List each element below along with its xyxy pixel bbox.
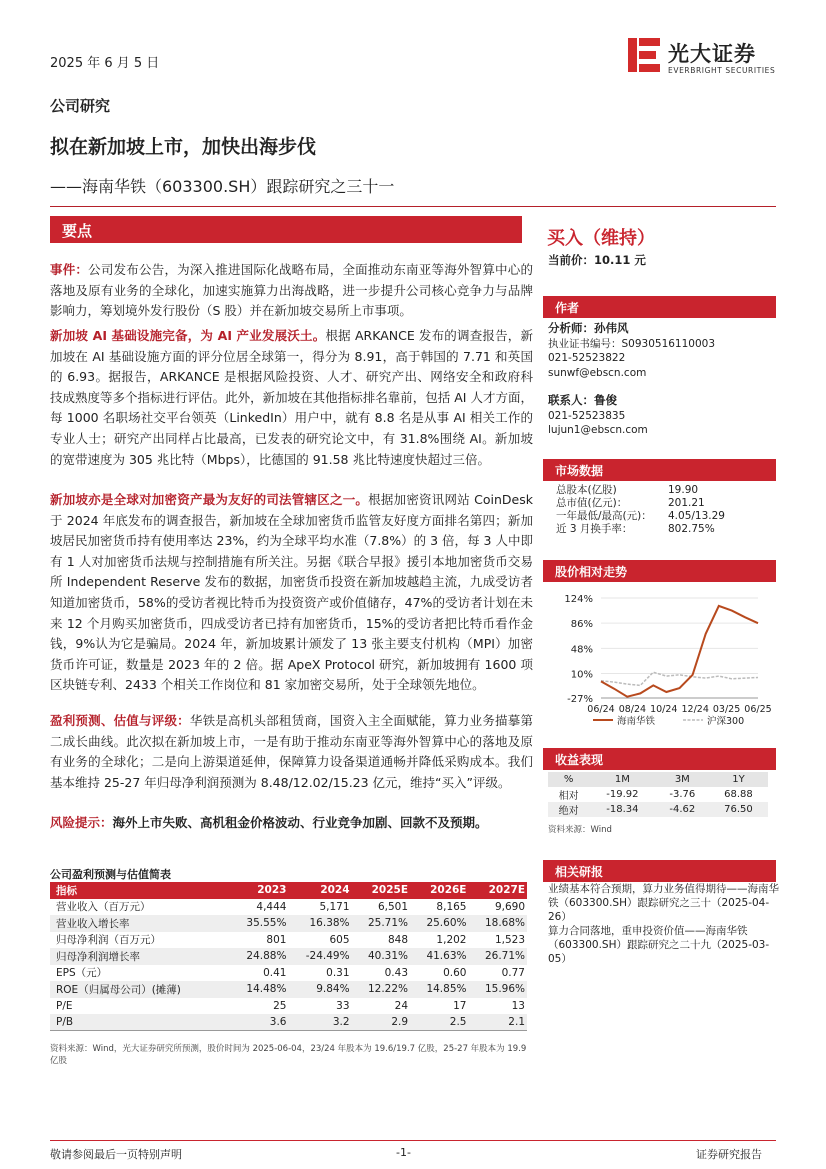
report-category: 公司研究: [50, 97, 111, 115]
y-tick-label: 48%: [570, 644, 593, 656]
market-data-table: [556, 484, 725, 536]
rating-label: 买入（维持）: [547, 228, 655, 249]
y-tick-label: 10%: [570, 669, 593, 681]
table-header-row: % 1M 3M 1Y: [548, 772, 768, 787]
legend-label-a: 海南华铁: [617, 716, 656, 727]
current-price: 当前价：10.11 元: [548, 253, 646, 267]
footer-label: 证券研究报告: [696, 1148, 762, 1161]
page-number: -1-: [396, 1146, 411, 1159]
everbright-logo-icon: [628, 38, 660, 72]
paragraph-text: 根据加密资讯网站 CoinDesk 于 2024 年底发布的调查报告，新加坡在全球加密货币监管友好度方面排名第四；新加坡居民加密货币持有使用率达 23%，约为全球平均水准（7.8%）的 3 倍，每 3 人中即有 1 人对加密货币法规与控制措施有所关注。另据《联合早报》援引本地加密货币交易所 Independent Reserve 发布的数据，加密货币投资在新加坡越趋主流，九成受访者知道加密货币，58%的受访者视比特币为投资资产或价值储存，47%的受访者计划在未来 12 个月购买加密货币，四成受访者已持有加密货币，15%的受访者把比特币看作金钱，9%认为它是骗局。2024 年，新加坡累计颁发了 13 张主要支付机构（MPI）加密货币许可证，数量是 2023 年的 2 倍。据 ApeX Protocol 研究，新加坡拥有 1600 项区块链专利、2433 个相关工作岗位和 81 家加密交易所，处于全球领先地位。: [50, 492, 533, 693]
paragraph-crypto: [50, 490, 533, 696]
report-date: 2025 年 6 月 5 日: [50, 56, 160, 71]
contact-email[interactable]: lujun1@ebscn.com: [548, 424, 648, 436]
table-row: 一年最低/最高(元)： 4.05/13.29: [556, 510, 725, 522]
related-report-item[interactable]: 算力合同落地，重申投资价值——海南华铁（603300.SH）跟踪研究之二十九（2025-03-05）: [548, 925, 770, 965]
table-row: 总市值(亿元)： 201.21: [556, 497, 705, 509]
x-tick-label: 12/24: [681, 704, 709, 715]
forecast-note: 资料来源：Wind，光大证券研究所预测，股价时间为 2025-06-04，23/24 年股本为 19.6/19.7 亿股，25-27 年股本为 19.9 亿股: [50, 1044, 527, 1066]
report-title: 拟在新加坡上市，加快出海步伐: [50, 136, 317, 158]
paragraph-ai-infra: [50, 326, 533, 470]
y-tick-label: 124%: [564, 594, 593, 605]
paragraph-lead: 风险提示：: [50, 815, 113, 830]
table-row: 总股本(亿股) 19.90: [556, 484, 699, 496]
x-tick-label: 03/25: [712, 704, 741, 715]
table-row: 近 3 月换手率： 802.75%: [556, 523, 715, 535]
table-row: 营业收入（百万元） 4,444 5,171 6,501 8,165 9,690: [56, 900, 525, 914]
series-line-hs300: [601, 672, 758, 685]
y-tick-label: 86%: [570, 619, 593, 631]
x-tick-label: 06/24: [587, 704, 615, 715]
company-logo: [628, 36, 778, 80]
x-tick-label: 10/24: [650, 704, 678, 715]
forecast-table: [50, 882, 527, 1031]
footer-disclaimer[interactable]: 敬请参阅最后一页特别声明: [50, 1148, 182, 1161]
price-chart-svg: [543, 590, 776, 730]
analyst-email[interactable]: sunwf@ebscn.com: [548, 366, 647, 379]
table-row: 归母净利润增长率 24.88% -24.49% 40.31% 41.63% 26.71%: [50, 948, 527, 965]
paragraph-event: [50, 260, 533, 322]
related-reports-list: [548, 882, 780, 966]
returns-source: 资料来源：Wind: [548, 825, 612, 835]
author-header: 作者: [543, 296, 776, 318]
analyst-license: 执业证书编号：S0930516110003: [548, 337, 716, 350]
table-row: 归母净利润（百万元） 801 605 848 1,202 1,523: [56, 933, 525, 947]
author-block: [548, 321, 715, 438]
table-row: 相对 -19.92 -3.76 68.88: [558, 789, 753, 802]
related-report-item[interactable]: 业绩基本符合预期，算力业务值得期待——海南华铁（603300.SH）跟踪研究之三十（2025-04-26）: [548, 883, 779, 923]
key-points-title: 要点: [62, 222, 93, 240]
related-reports-header: 相关研报: [543, 860, 776, 882]
x-tick-label: 06/25: [744, 704, 772, 715]
table-row: EPS（元） 0.41 0.31 0.43 0.60 0.77: [56, 966, 525, 980]
paragraph-text: 公司发布公告，为深入推进国际化战略布局，全面推动东南亚等海外智算中心的落地及原有业务的全球化，加速实施算力出海战略，进一步提升公司核心竞争力与品牌影响力，筹划境外发行股份（S 股）并在新加坡交易所上市事项。: [50, 262, 533, 319]
report-subtitle: ——海南华铁（603300.SH）跟踪研究之三十一: [50, 177, 395, 196]
relative-price-chart: [543, 590, 776, 730]
market-data-header: 市场数据: [543, 459, 776, 481]
contact-name: 联系人：鲁俊: [548, 393, 617, 407]
table-row: P/B 3.6 3.2 2.9 2.5 2.1: [50, 1014, 527, 1031]
key-points-header: [50, 216, 522, 243]
paragraph-forecast: [50, 711, 533, 793]
analyst-phone: 021-52523822: [548, 352, 626, 364]
paragraph-lead: 事件：: [50, 262, 89, 277]
paragraph-lead: 新加坡 AI 基础设施完备，为 AI 产业发展沃土。: [50, 328, 326, 343]
paragraph-text: 海外上市失败、高机租金价格波动、行业竞争加剧、回款不及预期。: [112, 815, 488, 830]
paragraph-text: 根据 ARKANCE 发布的调查报告，新加坡在 AI 基础设施方面的评分位居全球第一，得分为 8.91，高于韩国的 7.71 和英国的 6.93。据报告，ARKANCE 是根据风险投资、人才、研究产出、网络安全和政府科技成熟度等多个指标进行评估。此外，新加坡在其他指标排名靠前，包括 AI 人才方面，每 1000 名职场社交平台领英（LinkedIn）用户中，就有 8.8 名是从事 AI 相关工作的专业人士；研究产出同样占比最高，已发表的研究论文中，有 31.8%围绕 AI。新加坡的宽带速度为 305 兆比特（Mbps），比德国的 91.58 兆比特速度快超过三倍。: [50, 328, 533, 467]
paragraph-lead: 新加坡亦是全球对加密资产最为友好的司法管辖区之一。: [50, 492, 369, 507]
analyst-name: 分析师：孙伟风: [548, 321, 629, 335]
title-divider: [50, 206, 776, 207]
table-header-row: 指标 2023 2024 2025E 2026E 2027E: [50, 882, 527, 899]
table-row: 营业收入增长率 35.55% 16.38% 25.71% 25.60% 18.68%: [50, 915, 527, 932]
logo-text-en: EVERBRIGHT SECURITIES: [668, 66, 776, 75]
forecast-table-title: 公司盈利预测与估值简表: [50, 868, 171, 881]
returns-table: [548, 772, 768, 817]
returns-header: 收益表现: [543, 748, 776, 770]
table-row: 绝对 -18.34 -4.62 76.50: [548, 802, 768, 817]
y-tick-label: -27%: [567, 694, 593, 705]
legend-label-b: 沪深300: [707, 716, 745, 727]
x-tick-label: 08/24: [618, 704, 647, 715]
paragraph-text: 华铁是高机头部租赁商，国资入主全面赋能，算力业务描摹第二成长曲线。此次拟在新加坡上市，一是有助于推动东南亚等海外智算中心的落地及原有业务的全球化；二是向上游渠道延伸，保障算力设备渠道通畅并降低采购成本。我们基本维持 25-27 年归母净利润预测为 8.48/12.02/15.23 亿元，维持“买入”评级。: [50, 713, 533, 790]
footer-divider: [50, 1140, 776, 1141]
table-row: ROE（归属母公司）(摊薄) 14.48% 9.84% 12.22% 14.85% 15.96%: [50, 981, 527, 998]
logo-text-cn: 光大证券: [668, 42, 756, 66]
price-chart-header: 股价相对走势: [543, 560, 776, 582]
paragraph-lead: 盈利预测、估值与评级：: [50, 713, 190, 728]
paragraph-risk: [50, 813, 533, 834]
table-row: P/E 25 33 24 17 13: [56, 999, 525, 1012]
contact-phone: 021-52523835: [548, 409, 626, 422]
